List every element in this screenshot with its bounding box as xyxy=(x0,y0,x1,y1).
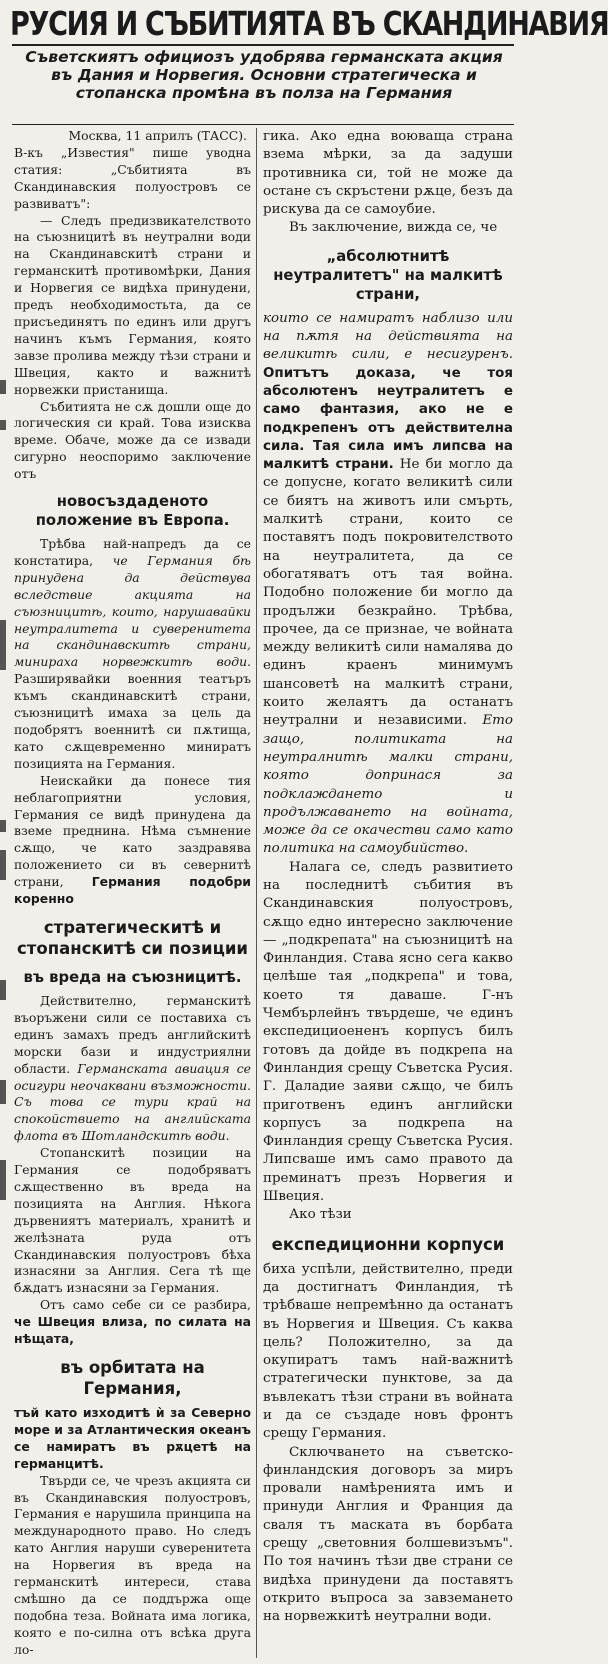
paragraph: Налага се, следъ развитието на последнитѣ събития въ Скандинавския полуостровъ, сѫщо едно интересно заключение — „подкрепата" на съюзницитѣ на Финландия. Става ясно сега какво целѣше тая „подкрепа" и това, което тя даваше. Г-нъ Чембърлейнъ твърдеше, че единъ експедициоененъ корпусъ билъ готовъ да дойде въ подкрепа на Финландия срещу Съветска Русия. Г. Даладие заяви сѫщо, че билъ приготвенъ единъ английски корпусъ за подкрепа на Финландия срещу Съветска Русия. Липсваше имъ само правото да преминатъ презъ Норвегия и Швеция. xyxy=(263,859,513,1205)
italic-run: които се намиратъ наблизо или на пѫтя на действията на великитѣ сили, е несигуренъ. xyxy=(263,310,513,363)
italic-run: Германската авиация се осигури неочаквани възможности. Съ това се тури край на спокойствието на английската флота въ Шотландскитѣ води. xyxy=(14,1060,251,1144)
subheadline-rule xyxy=(12,124,514,125)
section-subheading: новосъздаденото положение въ Европа. xyxy=(35,493,230,530)
subheadline: Съветскиятъ официозъ удобрява германската акция въ Дания и Норвегия. Основни стратегическа и стопанска промѣна въ полза на Германия xyxy=(25,48,503,102)
paragraph: Въ заключение, вижда се, че xyxy=(289,220,498,236)
page-edge-artifacts xyxy=(0,380,8,1660)
text-run: Отъ само себе си се разбира, xyxy=(40,1297,251,1313)
column-divider xyxy=(256,128,257,1658)
article-column-right xyxy=(263,128,513,1658)
text-run: Разширявайки военния театъръ къмъ скандинавскитѣ страни, съюзницитѣ имаха за цель да подобрятъ военнитѣ си пѫтища, като сѫщевременно миниратъ позицията на Германия. xyxy=(14,671,251,771)
section-subheading: „абсолютнитѣ неутралитетъ" на малкитѣ страни, xyxy=(273,247,503,303)
paragraph: Събитията не сѫ дошли още до логическия си край. Това изисква време. Обаче, може да се извади сигурно неоспоримо заключение отъ xyxy=(14,398,251,482)
section-subheading: въ орбитата на Германия, xyxy=(60,1358,205,1398)
text-run: Неискайки да понесе тия неблагоприятни условия, Германия се видѣ принудена да вземе преднина. Нѣма съмнение сѫщо, че като заздравява положението си въ севернитѣ страни, xyxy=(14,772,251,890)
paragraph xyxy=(14,536,251,773)
italic-run: че Германия бѣ принудена да действува вследствие акцията на съюзницитѣ, които, нарушавайки неутралитета и суверенитета на скандинавскитѣ страни, минираха норвежкитѣ води. xyxy=(14,552,251,670)
bold-run: че Швеция влиза, по силата на нѣщата, xyxy=(14,1314,251,1347)
article-column-left xyxy=(14,128,251,1658)
paragraph: В-къ „Известия" пише уводна статия: „Събитията въ Скандинавския полуостровъ се развиватъ": xyxy=(14,144,251,211)
paragraph xyxy=(14,1297,251,1348)
paragraph: Сключването на съветско-финландския договоръ за миръ провали намѣренията имъ и принуди Англия и Франция да сваля тъ маската въ борбата срещу „световния болшевизъмъ". По тоя начинъ тѣзи две страни се видѣха принудени да поставятъ открито въпроса за завземането на норвежкитѣ неутрални води. xyxy=(263,1444,513,1625)
text-run: Действително, германскитѣ въоръжени сили се поставиха съ единъ замахъ предъ английскитѣ морски бази и индустриялни области. xyxy=(14,992,251,1076)
section-subheading: стратегическитѣ и стопанскитѣ си позиции xyxy=(17,917,248,958)
paragraph xyxy=(14,773,251,908)
section-subheading: експедиционни корпуси xyxy=(271,1234,505,1254)
paragraph xyxy=(14,993,251,1145)
italic-run: Ето защо, политиката на неутралнитѣ малки страни, която допринася за подклаждането и продължаването на войната, може да се окачестви само като политика на самоубийство. xyxy=(263,713,513,857)
headline: РУСИЯ И СЪБИТИЯТА ВЪ СКАНДИНАВИЯ xyxy=(10,4,608,43)
dateline: Москва, 11 априлъ (ТАСС). xyxy=(68,128,247,143)
paragraph xyxy=(14,1405,251,1473)
bold-run: Опитътъ доказа, че тоя абсолютенъ неутралитетъ е само фантазия, ако не е подкрепенъ отъ действителна сила. Тая сила имъ липсва на малкитѣ страни. xyxy=(263,365,513,473)
paragraph: Твърди се, че чрезъ акцията си въ Скандинавския полуостровъ, Германия е нарушила принципа на международното право. Но следъ като Англия наруши суверенитета на Норвегия въ вреда на германскитѣ интереси, става смѣшно да се поддържа още подобна теза. Войната има логика, която е по-силна отъ всѣка друга ло- xyxy=(14,1472,251,1657)
bold-run: Германия подобри коренно xyxy=(14,874,251,907)
section-subheading: въ вреда на съюзницитѣ. xyxy=(23,968,242,986)
headline-rule xyxy=(12,44,514,46)
paragraph: Ако тѣзи xyxy=(289,1207,352,1223)
text-run: Трѣбва най-напредъ да се констатира, xyxy=(14,536,251,568)
paragraph: — Следъ предизвикателството на съюзницитѣ въ неутрални води на Скандинавскитѣ страни и германскитѣ противомѣрки, Дания и Норвегия се видѣха принудени, предъ необходимостьта, да се присъединятъ по единъ или другъ начинъ къмъ Германия, която завзе пролива между тѣзи страни и Швеция, както и важнитѣ норвежки пристанища. xyxy=(14,212,251,397)
paragraph: биха успѣли, действително, преди да достигнатъ Финландия, тѣ трѣбваше непремѣнно да останатъ въ Норвегия и Швеция. Съ каква цель? Положително, за да окупиратъ тамъ най-важнитѣ стратегически пунктове, за да въвлекатъ тѣзи страни въ войната и да се създаде новъ фронтъ срещу Германия. xyxy=(263,1261,513,1442)
paragraph: Стопанскитѣ позиции на Германия се подобряватъ сѫщественно въ вреда на позицията на Англия. Нѣкога дървениятъ материалъ, хранитѣ и желѣзната руда отъ Скандинавския полуостровъ бѣха изнасяни за Англия. Сега тѣ ще бѫдатъ изнасяни за Германия. xyxy=(14,1145,251,1296)
bold-run: тъй като изходитѣ ѝ за Северно море и за Атлантическия океанъ се намиратъ въ рѫцетѣ на германцитѣ. xyxy=(14,1405,251,1471)
text-run: Не би могло да се допусне, когато великитѣ сили се биятъ на животъ или смърть, малкитѣ страни, които се поставятъ подъ покровителството на неутралитета, да се обогатяватъ отъ тая война. Подобно положение би могло да продължи безкрайно. Трѣбва, прочее, да се признае, че войната между великитѣ сили намалява до единъ краенъ минимумъ шансоветѣ на малкитѣ страни, които желаятъ да останатъ неутрални и независими. xyxy=(263,457,513,729)
paragraph: гика. Ако една воюваща страна взема мѣрки, за да задуши противника си, той не може да остане съ скръстени рѫце, безъ да рискува да се самоубие. xyxy=(263,129,513,218)
paragraph xyxy=(263,310,513,859)
